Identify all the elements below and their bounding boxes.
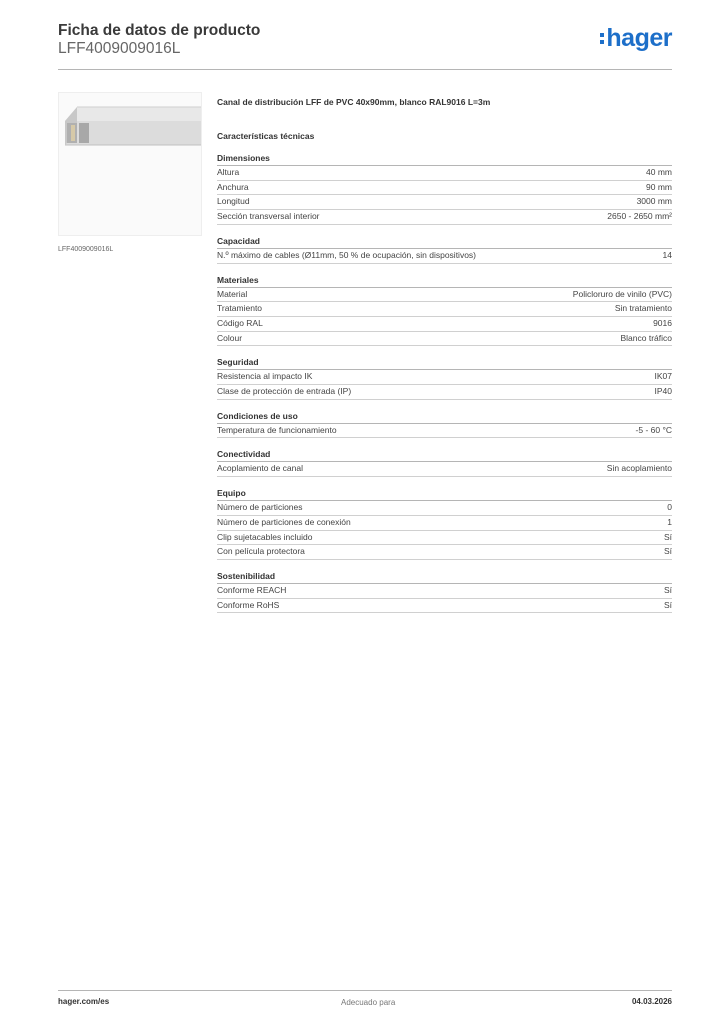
logo-dots-icon — [600, 33, 604, 44]
section-sostenibilidad — [217, 570, 672, 613]
section-capacidad — [217, 235, 672, 264]
spec-row — [217, 249, 672, 264]
spec-row — [217, 195, 672, 210]
spec-row — [217, 302, 672, 317]
spec-row — [217, 181, 672, 196]
spec-label: Anchura — [217, 181, 249, 192]
spec-row — [217, 584, 672, 599]
spec-label: N.º máximo de cables (Ø11mm, 50 % de ocupación, sin dispositivos) — [217, 249, 477, 260]
spec-value: 9016 — [653, 317, 672, 328]
document-title: Ficha de datos de producto — [58, 22, 261, 39]
spec-value: 14 — [662, 249, 672, 260]
spec-label: Conforme REACH — [217, 584, 287, 595]
spec-row — [217, 531, 672, 546]
spec-value: 1 — [667, 516, 672, 527]
spec-label: Temperatura de funcionamiento — [217, 424, 337, 435]
spec-value: Sí — [663, 599, 672, 610]
section-title: Equipo — [217, 487, 672, 501]
spec-label: Tratamiento — [217, 303, 263, 314]
spec-value: Blanco tráfico — [620, 332, 672, 343]
spec-value: 2650 - 2650 mm² — [607, 211, 672, 222]
spec-label: Colour — [217, 332, 243, 343]
product-name: Canal de distribución LFF de PVC 40x90mm, blanco RAL9016 L=3m — [217, 97, 491, 107]
section-materiales — [217, 274, 672, 347]
spec-row — [217, 462, 672, 477]
spec-row — [217, 370, 672, 385]
spec-value: 0 — [667, 502, 672, 513]
spec-value: 3000 mm — [636, 196, 672, 207]
image-caption: LFF4009009016L — [58, 246, 114, 253]
section-title: Sostenibilidad — [217, 570, 672, 584]
spec-label: Clase de protección de entrada (IP) — [217, 386, 352, 397]
spec-label: Conforme RoHS — [217, 599, 280, 610]
spec-label: Con película protectora — [217, 546, 305, 557]
cable-trunking-icon — [59, 93, 201, 235]
section-title: Capacidad — [217, 235, 672, 249]
section-title: Dimensiones — [217, 152, 672, 166]
spec-label: Resistencia al impacto IK — [217, 371, 313, 382]
spec-row — [217, 599, 672, 614]
spec-value: 90 mm — [646, 181, 672, 192]
spec-row — [217, 424, 672, 439]
tech-heading: Características técnicas — [217, 131, 315, 141]
spec-row — [217, 166, 672, 181]
spec-value: Sin tratamiento — [614, 303, 672, 314]
spec-value: Sí — [663, 546, 672, 557]
spec-row — [217, 317, 672, 332]
section-title: Conectividad — [217, 448, 672, 462]
spec-row — [217, 288, 672, 303]
spec-row — [217, 332, 672, 347]
spec-label: Acoplamiento de canal — [217, 463, 304, 474]
product-code: LFF4009009016L — [58, 40, 181, 57]
spec-value: 40 mm — [646, 167, 672, 177]
spec-row — [217, 545, 672, 560]
spec-label: Longitud — [217, 196, 250, 207]
spec-value: Sí — [663, 531, 672, 542]
footer-website-link[interactable]: hager.com/es — [58, 997, 110, 1006]
spec-value: IK07 — [654, 371, 672, 382]
spec-value: IP40 — [654, 386, 672, 397]
section-title: Condiciones de uso — [217, 410, 672, 424]
spec-value: Sí — [663, 584, 672, 595]
footer-date: 04.03.2026 — [631, 997, 672, 1006]
spec-label: Número de particiones de conexión — [217, 516, 351, 527]
spec-label: Código RAL — [217, 317, 263, 328]
spec-label: Sección transversal interior — [217, 211, 320, 222]
section-dimensiones — [217, 152, 672, 225]
product-image — [58, 92, 202, 236]
footer-suitable-for: Adecuado para — [341, 998, 396, 1007]
section-conectividad — [217, 448, 672, 477]
spec-row — [217, 501, 672, 516]
section-seguridad — [217, 356, 672, 399]
spec-label: Clip sujetacables incluido — [217, 531, 313, 542]
hager-logo — [600, 26, 672, 50]
section-title: Seguridad — [217, 356, 672, 370]
spec-value: Policloruro de vinilo (PVC) — [572, 288, 672, 299]
spec-row — [217, 385, 672, 400]
spec-label: Altura — [217, 167, 240, 177]
spec-row — [217, 210, 672, 225]
spec-content — [217, 96, 672, 613]
spec-row — [217, 516, 672, 531]
section-equipo — [217, 487, 672, 560]
section-title: Materiales — [217, 274, 672, 288]
section-condiciones-de-uso — [217, 410, 672, 439]
spec-value: Sin acoplamiento — [606, 463, 672, 474]
page-footer — [58, 990, 672, 1006]
spec-label: Material — [217, 288, 248, 299]
page-header — [58, 22, 672, 70]
spec-value: -5 - 60 °C — [635, 424, 672, 435]
spec-label: Número de particiones — [217, 502, 303, 513]
logo-wordmark: hager — [606, 24, 672, 52]
